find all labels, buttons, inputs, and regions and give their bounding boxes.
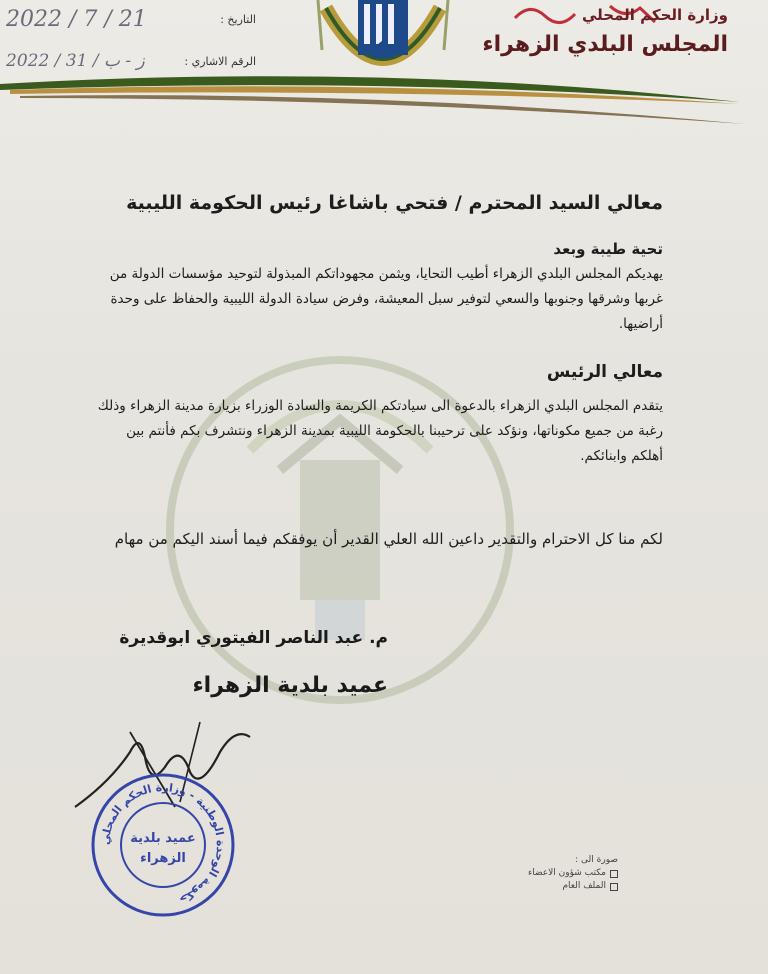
ref-value: 2022 / 31 / ز - ب (6, 51, 145, 71)
addressee-line: معالي السيد المحترم / فتحي باشاغا رئيس الحكومة الليبية (126, 192, 663, 214)
cc-item (498, 867, 618, 880)
closing-paragraph: لكم منا كل الاحترام والتقدير داعين الله العلي القدير أن يوفقكم فيما أسند اليكم من مهام (114, 530, 663, 548)
letterhead-left (6, 4, 256, 76)
letterhead-swoosh (0, 68, 768, 128)
greeting-line: تحية طيبة وبعد (553, 240, 663, 258)
cc-item-label: مكتب شؤون الاعضاء (528, 868, 606, 878)
date-label: التاريخ : (220, 12, 256, 26)
ministry-name: وزارة الحكم المحلي (581, 6, 728, 24)
letterhead-right (482, 6, 728, 57)
signatory-name: م. عبد الناصر الفيتوري ابوقديرة (119, 628, 388, 648)
cc-heading (498, 854, 618, 867)
date-line (6, 4, 256, 34)
signatory-title: عميد بلدية الزهراء (192, 673, 388, 698)
paragraph-1: يهديكم المجلس البلدي الزهراء أطيب التحايا، ويثمن مجهوداتكم المبذولة لتوحيد مؤسسات الدولة من غربها وشرقها وجنوبها والسعي لتوفير سبل المعيشة، وفرض سيادة الدولة الليبية والحفاظ على وحدة أراضيها. (109, 266, 663, 332)
stamp-center-line2: الزهراء (140, 851, 186, 866)
council-name: المجلس البلدي الزهراء (482, 32, 728, 57)
cc-item (498, 880, 618, 893)
stamp-center-line1: عميد بلدية (130, 831, 196, 846)
checkbox-icon (610, 883, 618, 891)
paragraph-2: يتقدم المجلس البلدي الزهراء بالدعوة الى سيادتكم الكريمة والسادة الوزراء بزيارة مدينة الزهراء وذلك رغبة من جميع مكوناتها، ونؤكد على ترحيبنا بالحكومة الليبية بمدينة الزهراء ونتشرف بكم فأنتم بين أهلكم وابنائكم. (97, 398, 663, 464)
date-value: 2022 / 7 / 21 (6, 6, 147, 32)
cc-list (498, 854, 618, 893)
ref-label: الرقم الاشاري : (184, 54, 256, 68)
section-heading: معالي الرئيس (546, 362, 663, 382)
cc-item-label: الملف العام (562, 881, 606, 891)
cc-heading-label: صورة الى : (575, 855, 618, 865)
official-stamp (88, 770, 238, 920)
stamp-ring-text: حكومة الوحدة الوطنية - وزارة الحكم المحلي (98, 780, 228, 907)
checkbox-icon (610, 870, 618, 878)
